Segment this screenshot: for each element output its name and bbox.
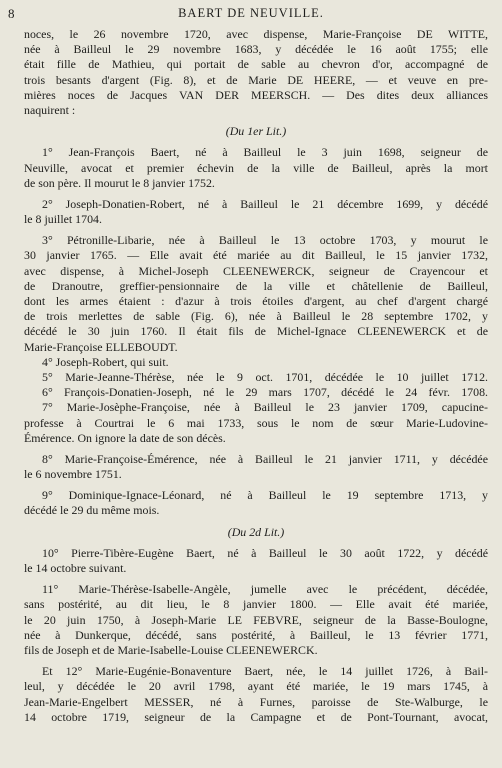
text-line: née à Dunkerque, décédé, sans postérité, à Bailleul, le 13 février 1771,	[24, 627, 488, 642]
text-line: 30 janvier 1765. — Elle avait été mariée au dit Bailleul, le 15 janvier 1732,	[24, 248, 488, 263]
text-line: 3° Pétronille-Libarie, née à Bailleul le 13 octobre 1703, y mourut le	[42, 233, 488, 248]
text-line: de trois merlettes de sable (Fig. 6), née à Bailleul le 28 septembre 1702, y	[24, 309, 488, 324]
text-line: 1° Jean-François Baert, né à Bailleul le 3 juin 1698, seigneur de	[42, 145, 488, 160]
text-line: Jean-Marie-Engelbert MESSER, né à Furnes, paroisse de Ste-Walburge, le	[24, 694, 488, 709]
text-line: naquirent :	[24, 102, 76, 117]
text-line: 4° Joseph-Robert, qui suit.	[42, 354, 169, 369]
text-line: le 20 juin 1750, à Joseph-Marie LE FEBVRE, seigneur de la Basse-Boulogne,	[24, 612, 488, 627]
text-line: décédé le 29 du même mois.	[24, 503, 160, 518]
page-number: 8	[8, 6, 15, 21]
text-line: le 14 octobre suivant.	[24, 561, 127, 575]
text-line: de Dranoutre, greffier-pensionnaire de la ville et châtellenie de Bailleul,	[24, 278, 488, 293]
text-line: dont les armes étaient : d'azur à trois étoiles d'argent, au chef d'argent chargé	[24, 294, 488, 308]
text-line: mières noces de Jacques VAN DER MEERSCH. — Des dites deux alliances	[24, 87, 488, 102]
text-line: leul, y décédée le 20 avril 1798, ayant été mariée, le 19 mars 1745, à	[24, 679, 488, 694]
text-line: de son père. Il mourut le 8 janvier 1752.	[24, 175, 215, 190]
text-line: Marie-Françoise ELLEBOUDT.	[24, 339, 178, 354]
text-line: 14 octobre 1719, seigneur de la Campagne et de Pont-Tournant, avocat,	[24, 709, 488, 724]
text-line: le 8 juillet 1704.	[24, 212, 102, 227]
running-title: BAERT DE NEUVILLE.	[178, 6, 324, 20]
text-line: professe à Courtrai le 6 mai 1733, sous le nom de sœur Marie-Ludovine-	[24, 415, 488, 430]
text-line: était fille de Mathieu, qui portait de sable au chevron d'or, accompagné de	[24, 57, 488, 72]
text-line: née à Bailleul le 29 novembre 1683, y décédée le 16 août 1755; elle	[24, 42, 488, 57]
text-line: Émérence. On ignore la date de son décès.	[24, 430, 226, 445]
text-line: (Du 1er Lit.)	[225, 124, 287, 139]
text-line: Et 12° Marie-Eugénie-Bonaventure Baert, née, le 14 juillet 1726, à Bail-	[42, 664, 488, 679]
text-line: avec dispense, à Michel-Joseph CLEENEWERCK, seigneur de Crayencour et	[24, 263, 488, 278]
text-line: fils de Joseph et de Marie-Isabelle-Louise CLEENEWERCK.	[24, 642, 318, 657]
text-line: le 6 novembre 1751.	[24, 467, 122, 482]
text-line: 8° Marie-Françoise-Émérence, née à Bailleul le 21 janvier 1711, y décédée	[42, 451, 488, 466]
text-line: décédé le 30 juin 1760. Il était fils de Michel-Ignace CLEENEWERCK et de	[24, 324, 488, 339]
body-text	[24, 27, 488, 725]
text-line: 5° Marie-Jeanne-Thérèse, née le 9 oct. 1701, décédée le 10 juillet 1712.	[42, 369, 488, 384]
text-line: Neuville, avocat et premier échevin de la ville de Bailleul, après la mort	[24, 160, 488, 175]
page-header	[8, 6, 494, 22]
text-line: 2° Joseph-Donatien-Robert, né à Bailleul le 21 décembre 1699, y décédé	[42, 196, 488, 211]
text-line: trois besants d'argent (Fig. 8), et de Marie DE HEERE, — et veuve en pre-	[24, 72, 488, 87]
text-line: (Du 2d Lit.)	[227, 524, 285, 539]
text-line: noces, le 26 novembre 1720, avec dispense, Marie-Françoise DE WITTE,	[24, 27, 488, 41]
text-line: 7° Marie-Josèphe-Françoise, née à Bailleul le 23 janvier 1709, capucine-	[42, 400, 488, 415]
text-line: sans postérité, au dit lieu, le 8 janvier 1800. — Elle avait été mariée,	[24, 597, 488, 612]
text-line: 6° François-Donatien-Joseph, né le 29 mars 1707, décédé le 24 févr. 1708.	[42, 385, 488, 400]
text-line: 11° Marie-Thérèse-Isabelle-Angèle, jumelle avec le précédent, décédée,	[42, 582, 488, 597]
text-line: 10° Pierre-Tibère-Eugène Baert, né à Bailleul le 30 août 1722, y décédé	[42, 545, 488, 560]
text-line: 9° Dominique-Ignace-Léonard, né à Bailleul le 19 septembre 1713, y	[42, 488, 488, 503]
